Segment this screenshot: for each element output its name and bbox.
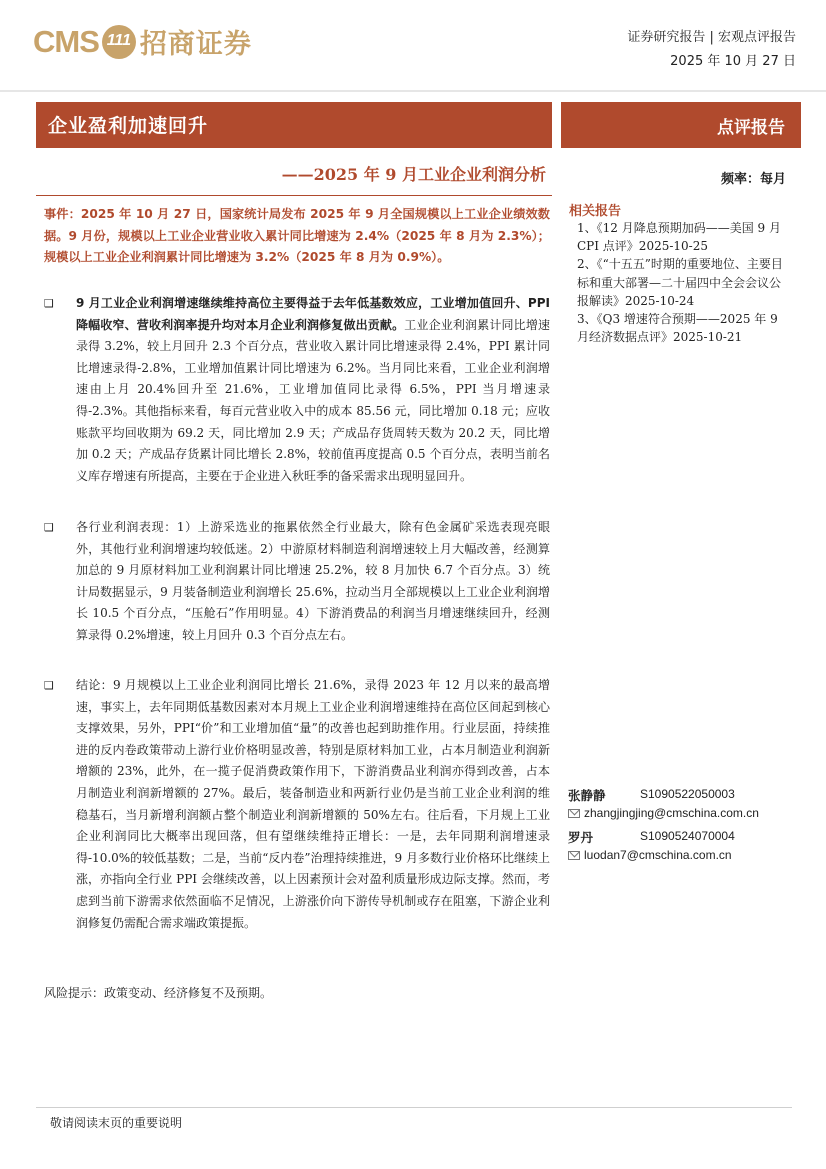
related-report-item[interactable]: 2、《“十五五”时期的重要地位、主要目标和重大部署—二十届四中全会会议公报解读》2025-10-24 bbox=[577, 257, 783, 308]
analyst-entry bbox=[568, 828, 798, 870]
paragraph-conclusion bbox=[44, 675, 550, 934]
analyst-name: 罗丹 bbox=[568, 830, 594, 845]
bullet-icon: ❑ bbox=[44, 521, 54, 534]
mail-icon bbox=[568, 851, 580, 860]
related-report-item[interactable]: 1、《12 月降息预期加码——美国 9 月 CPI 点评》2025-10-25 bbox=[577, 221, 781, 254]
event-summary: 事件：2025 年 10 月 27 日，国家统计局发布 2025 年 9 月全国规模以上工业企业绩效数据。9 月份，规模以上工业企业营业收入累计同比增速为 2.4%（2025 年 8 月为 2.3%）；规模以上工业企业利润累计同比增速为 3.2%（2025 年 8 月为 0.9%）。 bbox=[44, 207, 550, 264]
bullet-icon: ❑ bbox=[44, 679, 54, 692]
analyst-cert: S1090524070004 bbox=[640, 829, 735, 843]
analyst-email[interactable]: luodan7@cmschina.com.cn bbox=[584, 848, 732, 862]
analyst-list bbox=[568, 786, 798, 870]
report-type: 点评报告 bbox=[717, 118, 785, 138]
analyst-name: 张静静 bbox=[568, 788, 606, 803]
report-meta bbox=[627, 26, 796, 74]
page-title: 企业盈利加速回升 bbox=[48, 115, 209, 137]
paragraph-profit-overview bbox=[44, 293, 550, 487]
logo-emblem-icon: 111 bbox=[102, 25, 136, 59]
related-reports-list bbox=[577, 219, 789, 346]
paragraph-lead: 9 月工业企业利润增速继续维持高位主要得益于去年低基数效应，工业增加值回升、PPI 降幅收窄、营收利润率提升均对本月企业利润修复做出贡献。 bbox=[76, 296, 550, 332]
report-category: 证券研究报告 | 宏观点评报告 bbox=[627, 30, 796, 45]
analyst-email[interactable]: zhangjingjing@cmschina.com.cn bbox=[584, 806, 759, 820]
title-banner bbox=[36, 102, 552, 148]
paragraph-industry-profits bbox=[44, 517, 550, 647]
risk-warning: 风险提示：政策变动、经济修复不及预期。 bbox=[44, 986, 273, 1000]
header-divider bbox=[0, 90, 826, 92]
related-report-item[interactable]: 3、《Q3 增速符合预期——2025 年 9 月经济数据点评》2025-10-21 bbox=[577, 312, 778, 345]
paragraph-body: 各行业利润表现：1）上游采选业的拖累依然全行业最大，除有色金属矿采选表现亮眼外，其他行业利润增速均较低迷。2）中游原材料制造利润增速较上月大幅改善，经测算加总的 9 月原材料加工业利润累计同比增速 25.2%，较 8 月加快 6.7 个百分点。3）统计局数据显示，9 月装备制造业利润增长 25.6%，拉动当月全部规模以上工业企业利润增长 10.5 个百分点，“压舱石”作用明显。4）下游消费品的利润当月增速继续回升，经测算录得 0.2%增速，较上月回升 0.3 个百分点左右。 bbox=[76, 520, 550, 642]
page-header bbox=[0, 0, 826, 92]
analyst-cert: S1090522050003 bbox=[640, 787, 735, 801]
title-divider bbox=[36, 195, 552, 196]
report-type-banner bbox=[561, 102, 801, 148]
logo-latin: CMS bbox=[33, 23, 99, 59]
page-subtitle: ——2025 年 9 月工业企业利润分析 bbox=[281, 165, 546, 184]
analyst-entry bbox=[568, 786, 798, 828]
mail-icon bbox=[568, 809, 580, 818]
frequency: 频率：每月 bbox=[720, 172, 786, 187]
paragraph-body: 结论：9 月规模以上工业企业利润同比增长 21.6%，录得 2023 年 12 月以来的最高增速，事实上，去年同期低基数因素对本月规上工业企业利润增速维持在高位区间起到核心支撑效果，另外，PPI“价”和工业增加值“量”的改善也起到助推作用。行业层面，持续推进的反内卷政策带动上游行业价格明显改善，特别是原材料加工业，占本月制造业利润新增额的 23%，此外，在一揽子促消费政策作用下，下游消费品业利润亦得到改善，占本月制造业利润新增额的 27%。最后，装备制造业和两新行业仍是当前工业企业利润的维稳基石，当月新增利润额占整个制造业利润新增额的 50%左右。往后看，下月规上工业企业利润同比大概率出现回落，但有望继续维持正增长：一是，去年同期利润增速录得-10.0%的较低基数；二是，当前“反内卷”治理持续推进，9 月多数行业价格环比继续上涨，亦指向全行业 PPI 会继续改善，以上因素预计会对盈利质量形成边际支撑。然而，考虑到当前下游需求依然面临不足情况，上游涨价向下游传导机制或存在阻塞，下游企业利润修复仍需配合需求端政策提振。 bbox=[76, 678, 550, 930]
related-reports-title: 相关报告 bbox=[569, 204, 622, 219]
footer-note: 敬请阅读末页的重要说明 bbox=[50, 1116, 183, 1130]
logo-chinese: 招商证券 bbox=[139, 29, 252, 60]
bullet-icon: ❑ bbox=[44, 297, 54, 310]
report-date: 2025 年 10 月 27 日 bbox=[670, 54, 796, 69]
footer-divider bbox=[36, 1107, 792, 1108]
paragraph-body: 工业企业利润累计同比增速录得 3.2%，较上月回升 2.3 个百分点，营业收入累计同比增速录得 2.4%，PPI 累计同比增速录得-2.8%，工业增加值累计同比增速为 6.2%。当月同比来看，工业企业利润增速由上月 20.4%回升至 21.6%，工业增加值同比录得 6.5%，PPI 当月增速录得-2.3%。其他指标来看，每百元营业收入中的成本 85.56 元，同比增加 0.18 元；应收账款平均回收期为 69.2 天，同比增加 2.9 天；产成品存货周转天数为 20.2 天，同比增加 0.2 天；产成品存货累计同比增长 2.8%，较前值再度提高 0.5 个百分点，表明当前名义库存增速有所提高，主要在于企业进入秋旺季的备采需求出现明显回升。 bbox=[76, 317, 550, 483]
cms-logo bbox=[33, 22, 252, 61]
